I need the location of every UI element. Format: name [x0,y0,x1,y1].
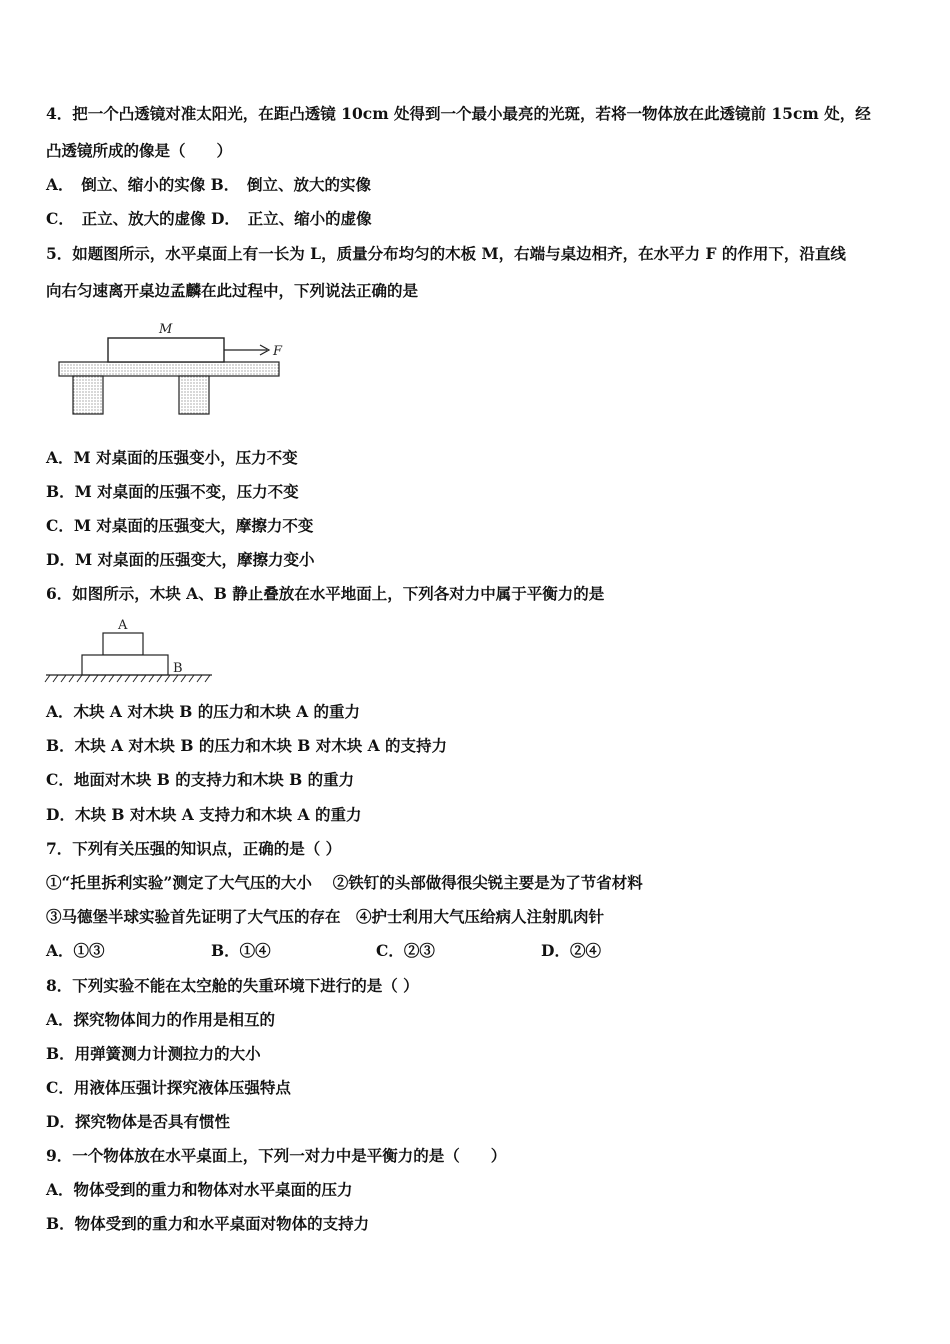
q5-stem-line2: 向右匀速离开桌边孟麟在此过程中，下列说法正确的是 [46,281,419,300]
q6-stem: 6．如图所示，木块 A、B 静止叠放在水平地面上，下列各对力中属于平衡力的是 [46,584,605,603]
q8-option-d: D．探究物体是否具有惯性 [46,1112,230,1131]
force-f-label: F [273,344,283,359]
q4-options-cd: C． 正立、放大的虚像 D． 正立、缩小的虚像 [46,209,372,228]
table-leg-left [73,376,103,414]
q5-option-a: A．M 对桌面的压强变小，压力不变 [46,448,298,467]
table-leg-right [179,376,209,414]
ground-hatching [45,675,210,682]
q6-option-b: B．木块 A 对木块 B 的压力和木块 B 对木块 A 的支持力 [46,736,448,755]
q7-stem: 7．下列有关压强的知识点，正确的是（ ） [46,839,342,858]
q8-option-b: B．用弹簧测力计测拉力的大小 [46,1044,261,1063]
q9-stem: 9．一个物体放在水平桌面上，下列一对力中是平衡力的是（ ） [46,1146,507,1165]
q7-option-c: C．②③ [376,941,435,960]
block-a-label: A [118,618,128,633]
board-m [108,338,224,362]
block-a [103,633,143,655]
q5-option-d: D．M 对桌面的压强变大，摩擦力变小 [46,550,315,569]
q7-option-a: A．①③ [46,941,105,960]
block-b [82,655,168,675]
q5-option-c: C．M 对桌面的压强变大，摩擦力不变 [46,516,314,535]
q7-option-b: B．①④ [211,941,271,960]
q6-blocks-figure [44,614,216,686]
q8-option-a: A．探究物体间力的作用是相互的 [46,1010,276,1029]
q5-stem-line1: 5．如题图所示，水平桌面上有一长为 L，质量分布均匀的木板 M，右端与桌边相齐，在水平力 F 的作用下，沿直线 [46,244,846,263]
q7-items-3-4: ③马德堡半球实验首先证明了大气压的存在 ④护士利用大气压给病人注射肌肉针 [46,907,605,926]
q9-option-a: A．物体受到的重力和物体对水平桌面的压力 [46,1180,353,1199]
q4-stem-line1: 4．把一个凸透镜对准太阳光，在距凸透镜 10cm 处得到一个最小最亮的光斑，若将一物体放在此透镜前 15cm 处，经 [46,104,871,123]
q4-options-ab: A． 倒立、缩小的实像 B． 倒立、放大的实像 [46,175,372,194]
q8-option-c: C．用液体压强计探究液体压强特点 [46,1078,291,1097]
q6-option-c: C．地面对木块 B 的支持力和木块 B 的重力 [46,770,355,789]
q4-stem-line2: 凸透镜所成的像是（ ） [46,141,233,160]
q6-option-d: D．木块 B 对木块 A 支持力和木块 A 的重力 [46,805,362,824]
q6-option-a: A．木块 A 对木块 B 的压力和木块 A 的重力 [46,702,361,721]
q7-items-1-2: ①“托里拆利实验”测定了大气压的大小 ②铁钉的头部做得很尖锐主要是为了节省材料 [46,873,643,892]
block-b-label: B [173,661,183,676]
board-m-label: M [159,322,173,337]
q7-option-d: D．②④ [541,941,601,960]
q8-stem: 8．下列实验不能在太空舱的失重环境下进行的是（ ） [46,976,419,995]
q5-option-b: B．M 对桌面的压强不变，压力不变 [46,482,299,501]
q9-option-b: B．物体受到的重力和水平桌面对物体的支持力 [46,1214,370,1233]
table-top [59,362,279,376]
q7-options-row [46,939,601,961]
q5-table-board-figure [55,316,295,418]
